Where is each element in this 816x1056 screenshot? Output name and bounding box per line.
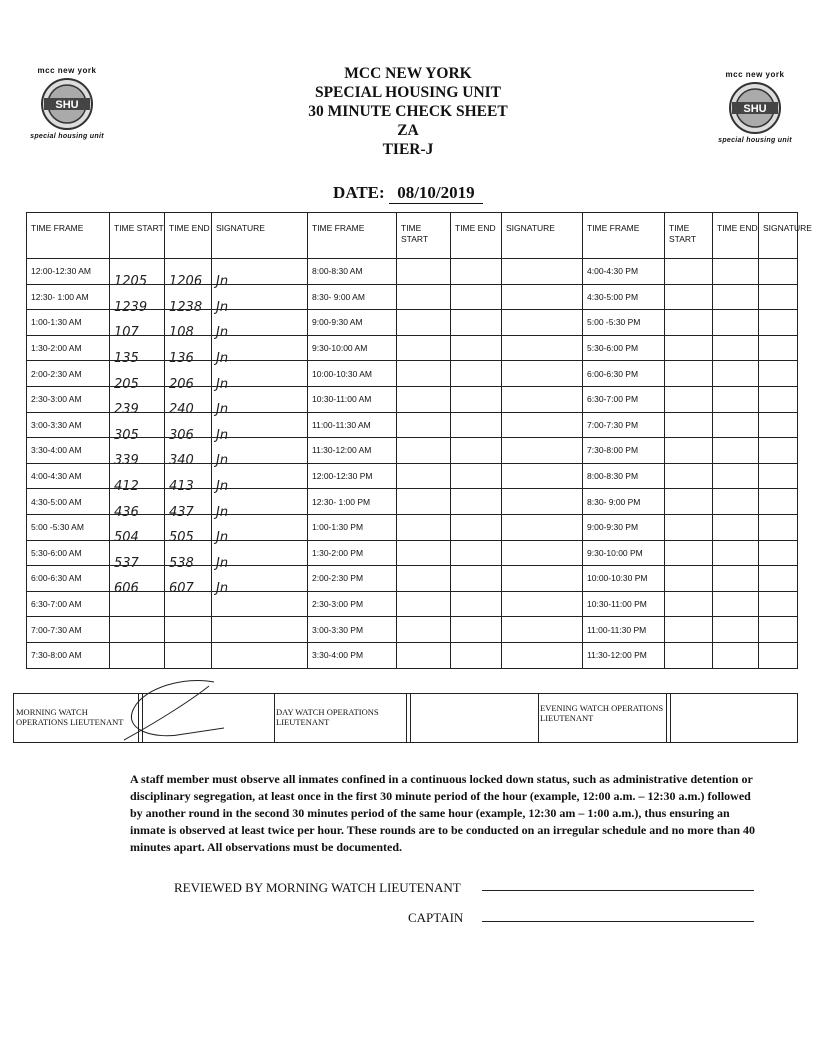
time-end-cell[interactable] (713, 386, 759, 412)
signature-cell-value: Jn (216, 299, 229, 315)
signature-cell[interactable] (502, 310, 583, 336)
time-frame-cell: 2:30-3:00 AM (27, 386, 110, 412)
time-end-cell[interactable] (451, 642, 502, 668)
time-start-cell[interactable] (665, 386, 713, 412)
time-frame-cell: 4:30-5:00 AM (27, 489, 110, 515)
col-header: SIGNATURE (212, 213, 308, 259)
signature-cell[interactable] (502, 361, 583, 387)
title-line-1: MCC NEW YORK (344, 65, 472, 82)
evening-signature-field[interactable] (672, 694, 796, 742)
signature-cell[interactable] (759, 284, 798, 310)
time-start-cell[interactable] (665, 591, 713, 617)
time-start-cell[interactable] (397, 386, 451, 412)
table-row (27, 412, 798, 438)
time-start-cell[interactable] (665, 514, 713, 540)
time-end-cell[interactable] (713, 566, 759, 592)
col-header: TIME END (165, 213, 212, 259)
captain-label: CAPTAIN (408, 910, 464, 925)
time-end-cell[interactable] (713, 310, 759, 336)
signature-cell[interactable] (759, 412, 798, 438)
signature-cell-value: Jn (216, 402, 229, 418)
time-start-cell-value: 305 (114, 427, 139, 443)
time-frame-cell: 9:30-10:00 PM (583, 540, 665, 566)
col-header: TIME FRAME (308, 213, 397, 259)
page-title (220, 64, 596, 159)
check-table (26, 212, 812, 669)
time-start-cell[interactable] (110, 617, 165, 643)
time-end-cell-value: 206 (169, 376, 194, 392)
time-end-cell[interactable] (451, 514, 502, 540)
time-end-cell-value: 240 (169, 402, 194, 418)
time-end-cell[interactable] (451, 489, 502, 515)
time-start-cell-value: 1205 (114, 274, 148, 290)
signature-cell[interactable] (502, 438, 583, 464)
morning-signature-field[interactable] (144, 694, 274, 742)
logo-left-bottom-text: special housing unit (30, 133, 104, 140)
time-start-cell-value: 412 (114, 479, 139, 495)
col-header: TIME FRAME (583, 213, 665, 259)
time-start-cell[interactable] (397, 412, 451, 438)
time-frame-cell: 3:00-3:30 AM (27, 412, 110, 438)
time-end-cell-value: 108 (169, 325, 194, 341)
signature-cell[interactable] (502, 617, 583, 643)
signature-cell[interactable] (759, 463, 798, 489)
time-frame-cell: 10:30-11:00 PM (583, 591, 665, 617)
time-frame-cell: 1:00-1:30 AM (27, 310, 110, 336)
time-start-cell[interactable] (397, 642, 451, 668)
signature-cell[interactable] (502, 591, 583, 617)
signature-cell-value: Jn (216, 274, 229, 290)
time-frame-cell: 1:00-1:30 PM (308, 514, 397, 540)
time-start-cell[interactable] (665, 566, 713, 592)
day-signature-field[interactable] (412, 694, 536, 742)
time-end-cell[interactable] (713, 335, 759, 361)
policy-notice: A staff member must observe all inmates confined in a continuous locked down status, such as administrative detention or disciplinary segregation, at least once in the first 30 minute period of the hour (example, 12:00 a.m. – 12:30 a.m.) followed by another round in the second 30 minutes period of the same hour (example, 12:30 am – 1:00 a.m.), thus ensuring an inmate is observed at least twice per hour. These rounds are to be conducted on an irregular schedule and no more than 40 minutes apart. All observations must be documented. (130, 772, 756, 854)
reviewed-by-signature-line[interactable] (482, 880, 754, 891)
time-end-cell[interactable] (451, 591, 502, 617)
col-header: TIME END (451, 213, 502, 259)
time-frame-cell: 3:30-4:00 PM (308, 642, 397, 668)
time-end-cell[interactable] (451, 259, 502, 285)
col-header: SIGNATURE (759, 213, 798, 259)
time-frame-cell: 6:00-6:30 AM (27, 566, 110, 592)
day-watch-label: DAY WATCH OPERATIONS LIEUTENANT (276, 707, 379, 727)
title-line-2: SPECIAL HOUSING UNIT (314, 84, 502, 101)
time-start-cell[interactable] (397, 540, 451, 566)
date-value: 08/10/2019 (389, 183, 483, 204)
time-start-cell-value: 205 (114, 376, 139, 392)
signature-cell[interactable] (759, 566, 798, 592)
time-end-cell-value: 1206 (169, 274, 203, 290)
time-start-cell[interactable] (665, 412, 713, 438)
time-start-cell[interactable] (397, 591, 451, 617)
time-start-cell-value: 339 (114, 453, 139, 469)
time-start-cell-value: 239 (114, 402, 139, 418)
signature-cell[interactable] (759, 489, 798, 515)
signature-cell-value: Jn (216, 555, 229, 571)
date-row (0, 183, 816, 204)
table-header-row (27, 213, 798, 259)
signature-cell[interactable] (502, 284, 583, 310)
time-end-cell-value: 437 (169, 504, 194, 520)
time-start-cell-value: 504 (114, 530, 139, 546)
time-frame-cell: 3:30-4:00 AM (27, 438, 110, 464)
time-frame-cell: 5:00 -5:30 PM (583, 310, 665, 336)
time-frame-cell: 9:30-10:00 AM (308, 335, 397, 361)
time-start-cell[interactable] (665, 361, 713, 387)
time-frame-cell: 8:30- 9:00 PM (583, 489, 665, 515)
time-start-cell[interactable] (397, 310, 451, 336)
time-start-cell-value: 1239 (114, 299, 148, 315)
signature-cell-value: Jn (216, 504, 229, 520)
time-frame-cell: 11:30-12:00 PM (583, 642, 665, 668)
time-frame-cell: 7:00-7:30 AM (27, 617, 110, 643)
time-frame-cell: 7:00-7:30 PM (583, 412, 665, 438)
title-line-5: TIER-J (382, 141, 434, 158)
time-frame-cell: 5:30-6:00 PM (583, 335, 665, 361)
time-end-cell[interactable] (451, 412, 502, 438)
time-frame-cell: 11:00-11:30 PM (583, 617, 665, 643)
table-row (27, 259, 798, 285)
time-frame-cell: 7:30-8:00 AM (27, 642, 110, 668)
lieutenant-signature-box (13, 693, 798, 743)
table-row (27, 335, 798, 361)
time-frame-cell: 1:30-2:00 PM (308, 540, 397, 566)
time-frame-cell: 10:30-11:00 AM (308, 386, 397, 412)
table-row (27, 386, 798, 412)
time-frame-cell: 11:00-11:30 AM (308, 412, 397, 438)
time-end-cell-value: 607 (169, 581, 194, 597)
time-frame-cell: 6:30-7:00 AM (27, 591, 110, 617)
col-header: TIME START (110, 213, 165, 259)
time-end-cell-value: 538 (169, 555, 194, 571)
time-end-cell[interactable] (451, 386, 502, 412)
table-row (27, 463, 798, 489)
time-start-cell[interactable] (665, 284, 713, 310)
time-end-cell[interactable] (713, 361, 759, 387)
col-header: SIGNATURE (502, 213, 583, 259)
table-row (27, 566, 798, 592)
logo-right-bottom-text: special housing unit (718, 137, 792, 144)
time-frame-cell: 6:30-7:00 PM (583, 386, 665, 412)
time-frame-cell: 3:00-3:30 PM (308, 617, 397, 643)
signature-cell-value: Jn (216, 581, 229, 597)
signature-cell-value: Jn (216, 325, 229, 341)
signature-cell[interactable] (212, 642, 308, 668)
signature-cell-value: Jn (216, 453, 229, 469)
time-frame-cell: 4:30-5:00 PM (583, 284, 665, 310)
time-frame-cell: 1:30-2:00 AM (27, 335, 110, 361)
time-end-cell[interactable] (713, 591, 759, 617)
time-end-cell[interactable] (451, 438, 502, 464)
time-start-cell[interactable] (665, 617, 713, 643)
time-frame-cell: 5:30-6:00 AM (27, 540, 110, 566)
logo-left-top-text: mcc new york (37, 66, 97, 75)
signature-cell-value: Jn (216, 427, 229, 443)
table-row (27, 438, 798, 464)
signature-cell[interactable] (502, 259, 583, 285)
time-start-cell[interactable] (397, 463, 451, 489)
signature-cell[interactable] (212, 617, 308, 643)
signature-cell[interactable] (759, 642, 798, 668)
logo-right (710, 70, 800, 144)
time-end-cell[interactable] (451, 335, 502, 361)
logo-right-top-text: mcc new york (725, 70, 785, 79)
time-frame-cell: 2:30-3:00 PM (308, 591, 397, 617)
signature-cell-value: Jn (216, 376, 229, 392)
time-end-cell[interactable] (451, 310, 502, 336)
time-frame-cell: 10:00-10:30 PM (583, 566, 665, 592)
time-frame-cell: 4:00-4:30 AM (27, 463, 110, 489)
captain-signature-line[interactable] (482, 911, 754, 922)
title-line-3: 30 MINUTE CHECK SHEET (308, 103, 508, 120)
time-frame-cell: 12:00-12:30 AM (27, 259, 110, 285)
signature-cell[interactable] (759, 514, 798, 540)
time-end-cell-value: 340 (169, 453, 194, 469)
table-row (27, 489, 798, 515)
reviewed-by-label: REVIEWED BY MORNING WATCH LIEUTENANT (174, 880, 461, 895)
time-frame-cell: 8:00-8:30 PM (583, 463, 665, 489)
time-end-cell[interactable] (451, 617, 502, 643)
time-start-cell[interactable] (397, 617, 451, 643)
time-start-cell[interactable] (397, 335, 451, 361)
time-frame-cell: 12:30- 1:00 AM (27, 284, 110, 310)
time-end-cell[interactable] (165, 617, 212, 643)
time-end-cell[interactable] (713, 642, 759, 668)
table-row (27, 540, 798, 566)
time-start-cell[interactable] (110, 259, 165, 290)
signature-cell[interactable] (212, 259, 308, 290)
signature-cell[interactable] (502, 412, 583, 438)
time-start-cell[interactable] (397, 361, 451, 387)
col-header: TIME START (397, 213, 451, 259)
signature-cell[interactable] (502, 335, 583, 361)
time-start-cell[interactable] (397, 514, 451, 540)
time-start-cell-value: 436 (114, 504, 139, 520)
signature-cell[interactable] (502, 642, 583, 668)
logo-right-emblem-text: SHU (743, 103, 767, 115)
time-start-cell-value: 537 (114, 555, 139, 571)
time-end-cell[interactable] (713, 463, 759, 489)
logo-left (22, 66, 112, 140)
time-end-cell[interactable] (451, 284, 502, 310)
time-end-cell[interactable] (713, 617, 759, 643)
time-start-cell[interactable] (665, 540, 713, 566)
signature-cell[interactable] (502, 489, 583, 515)
col-header: TIME FRAME (27, 213, 110, 259)
time-frame-cell: 9:00-9:30 AM (308, 310, 397, 336)
signature-cell[interactable] (759, 310, 798, 336)
signature-cell[interactable] (502, 514, 583, 540)
signature-cell-value: Jn (216, 530, 229, 546)
time-start-cell-value: 135 (114, 351, 139, 367)
time-end-cell[interactable] (713, 438, 759, 464)
morning-watch-label: MORNING WATCH OPERATIONS LIEUTENANT (16, 707, 124, 727)
table-row (27, 617, 798, 643)
time-start-cell[interactable] (397, 438, 451, 464)
signature-cell[interactable] (759, 591, 798, 617)
signature-cell[interactable] (759, 438, 798, 464)
time-start-cell-value: 107 (114, 325, 139, 341)
time-end-cell-value: 306 (169, 427, 194, 443)
signature-cell[interactable] (502, 386, 583, 412)
time-end-cell[interactable] (713, 514, 759, 540)
time-end-cell-value: 136 (169, 351, 194, 367)
table-row (27, 642, 798, 668)
signature-cell[interactable] (502, 540, 583, 566)
time-frame-cell: 12:00-12:30 PM (308, 463, 397, 489)
evening-watch-label: EVENING WATCH OPERATIONS LIEUTENANT (540, 703, 664, 723)
signature-cell[interactable] (759, 361, 798, 387)
col-header: TIME START (665, 213, 713, 259)
time-frame-cell: 8:00-8:30 AM (308, 259, 397, 285)
time-frame-cell: 5:00 -5:30 AM (27, 514, 110, 540)
time-end-cell[interactable] (451, 540, 502, 566)
time-end-cell[interactable] (451, 566, 502, 592)
time-end-cell[interactable] (451, 463, 502, 489)
signature-cell[interactable] (759, 259, 798, 285)
table-row (27, 591, 798, 617)
time-start-cell[interactable] (665, 259, 713, 285)
time-start-cell[interactable] (110, 642, 165, 668)
time-start-cell[interactable] (397, 566, 451, 592)
signature-cell-value: Jn (216, 351, 229, 367)
time-start-cell[interactable] (665, 489, 713, 515)
time-frame-cell: 10:00-10:30 AM (308, 361, 397, 387)
time-start-cell[interactable] (665, 642, 713, 668)
signature-cell[interactable] (759, 335, 798, 361)
signature-cell[interactable] (759, 540, 798, 566)
time-frame-cell: 6:00-6:30 PM (583, 361, 665, 387)
time-start-cell[interactable] (397, 284, 451, 310)
time-frame-cell: 4:00-4:30 PM (583, 259, 665, 285)
time-start-cell[interactable] (397, 259, 451, 285)
time-end-cell[interactable] (713, 259, 759, 285)
time-start-cell[interactable] (665, 438, 713, 464)
time-start-cell[interactable] (665, 463, 713, 489)
signature-cell[interactable] (502, 463, 583, 489)
time-frame-cell: 8:30- 9:00 AM (308, 284, 397, 310)
signature-scribble-icon (114, 678, 234, 742)
signature-cell[interactable] (759, 617, 798, 643)
signature-cell[interactable] (502, 566, 583, 592)
time-end-cell[interactable] (165, 259, 212, 290)
logo-left-emblem-text: SHU (55, 99, 79, 111)
time-start-cell[interactable] (665, 335, 713, 361)
time-end-cell[interactable] (451, 361, 502, 387)
time-end-cell[interactable] (713, 540, 759, 566)
time-end-cell[interactable] (713, 284, 759, 310)
time-end-cell-value: 413 (169, 479, 194, 495)
shu-badge-icon (40, 77, 94, 131)
time-frame-cell: 12:30- 1:00 PM (308, 489, 397, 515)
time-end-cell[interactable] (713, 412, 759, 438)
title-line-4: ZA (397, 122, 419, 139)
col-header: TIME END (713, 213, 759, 259)
time-frame-cell: 2:00-2:30 AM (27, 361, 110, 387)
time-start-cell[interactable] (397, 489, 451, 515)
time-frame-cell: 7:30-8:00 PM (583, 438, 665, 464)
shu-badge-icon (728, 81, 782, 135)
time-frame-cell: 2:00-2:30 PM (308, 566, 397, 592)
signature-cell[interactable] (759, 386, 798, 412)
table-row (27, 361, 798, 387)
time-start-cell[interactable] (665, 310, 713, 336)
table-row (27, 514, 798, 540)
time-frame-cell: 9:00-9:30 PM (583, 514, 665, 540)
date-label: DATE: (333, 183, 385, 202)
time-end-cell[interactable] (713, 489, 759, 515)
time-end-cell-value: 1238 (169, 299, 203, 315)
time-end-cell[interactable] (165, 642, 212, 668)
time-start-cell-value: 606 (114, 581, 139, 597)
time-end-cell-value: 505 (169, 530, 194, 546)
signature-cell-value: Jn (216, 479, 229, 495)
time-frame-cell: 11:30-12:00 AM (308, 438, 397, 464)
